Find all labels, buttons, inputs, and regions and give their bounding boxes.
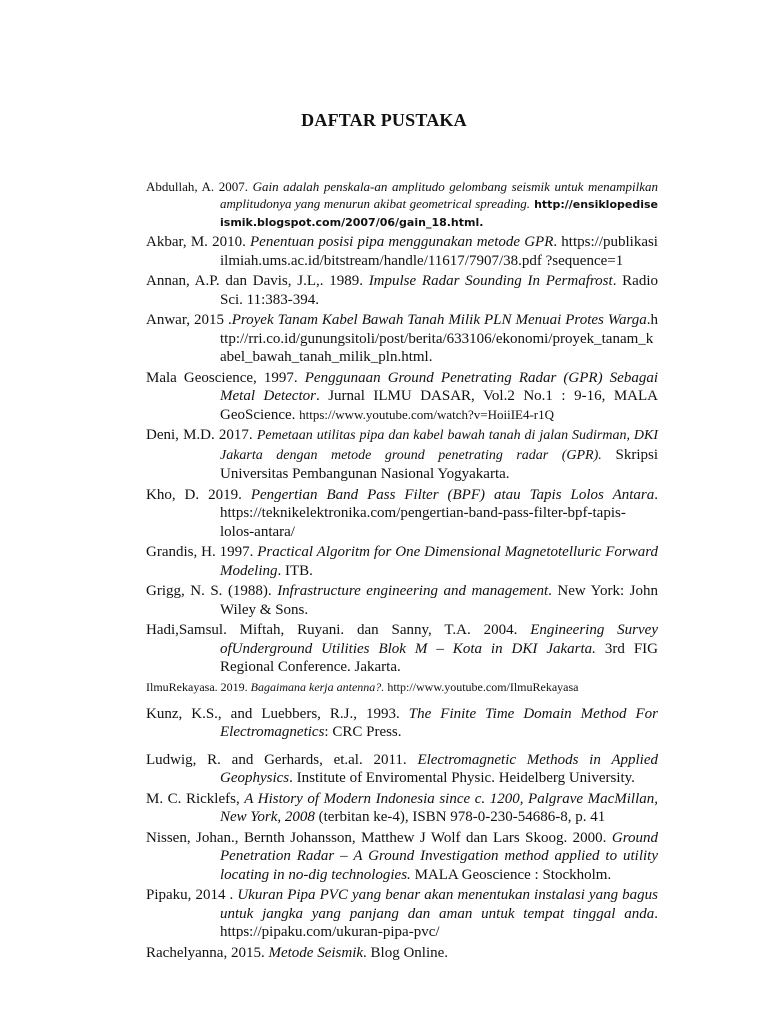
reference-text: Anwar, 2015 . bbox=[146, 312, 232, 328]
reference-text: Grigg, N. S. (1988). bbox=[146, 583, 278, 599]
reference-entry bbox=[146, 886, 658, 942]
reference-text: Ludwig, R. and Gerhards, et.al. 2011. bbox=[146, 751, 418, 768]
reference-entry bbox=[146, 944, 658, 963]
reference-text: (terbitan ke-4), ISBN 978-0-230-54686-8, p. 41 bbox=[314, 809, 606, 825]
reference-text: Grandis, H. 1997. bbox=[146, 544, 258, 560]
reference-text: IlmuRekayasa. 2019. bbox=[146, 679, 251, 694]
reference-entry bbox=[146, 829, 658, 885]
reference-title: Engineering Survey ofUnderground Utilities Blok M – Kota in DKI Jakarta. bbox=[220, 622, 658, 657]
reference-text: MALA Geoscience : Stockholm. bbox=[410, 866, 612, 883]
reference-entry bbox=[146, 311, 658, 367]
reference-url: http://ensiklopediseismik.blogspot.com/2007/06/gain_18.html. bbox=[220, 198, 658, 229]
reference-list bbox=[146, 178, 658, 964]
reference-text: . Institute of Enviromental Physic. Heidelberg University. bbox=[289, 770, 635, 786]
reference-title: Bagaimana kerja antenna?. bbox=[250, 679, 385, 694]
reference-text: http://www.youtube.com/IlmuRekayasa bbox=[384, 679, 579, 694]
reference-entry bbox=[146, 751, 658, 788]
reference-url: https://www.youtube.com/watch?v=HoiiIE4-r1Q bbox=[299, 406, 555, 422]
reference-title: Gain adalah penskala-an amplitudo gelombang seismik untuk menampilkan amplitudonya yang menurun akibat geometrical spreading. bbox=[220, 179, 658, 211]
reference-text: Kho, D. 2019. bbox=[146, 486, 251, 503]
reference-text: 3rd FIG Regional Conference. Jakarta. bbox=[220, 640, 658, 675]
reference-title: Penggunaan Ground Penetrating Radar (GPR) Sebagai Metal Detector bbox=[220, 369, 658, 404]
reference-entry bbox=[146, 790, 658, 827]
reference-entry bbox=[146, 272, 658, 309]
reference-text: . New York: John Wiley & Sons. bbox=[220, 583, 658, 618]
reference-text: Hadi,Samsul. Miftah, Ruyani. dan Sanny, T.A. 2004. bbox=[146, 622, 531, 638]
reference-title: Pengertian Band Pass Filter (BPF) atau Tapis Lolos Antara bbox=[250, 486, 655, 503]
reference-title: Ground Penetration Radar – A Ground Investigation method applied to utility locating in no-dig technologies. bbox=[220, 829, 658, 883]
reference-entry bbox=[146, 679, 658, 696]
reference-entry bbox=[146, 582, 658, 619]
reference-entry bbox=[146, 369, 658, 425]
reference-text: Deni, M.D. 2017. bbox=[146, 427, 257, 443]
reference-text: M. C. Ricklefs, bbox=[146, 790, 245, 807]
reference-text: Kunz, K.S., and Luebbers, R.J., 1993. bbox=[146, 705, 409, 722]
reference-text: . Blog Online. bbox=[363, 944, 449, 961]
reference-url: .http://rri.co.id/gunungsitoli/post/berita/633106/ekonomi/proyek_tanam_kabel_bawah_tanah_milik_pln.html. bbox=[220, 312, 659, 365]
reference-text: Akbar, M. 2010. bbox=[146, 234, 251, 250]
reference-title: The Finite Time Domain Method For Electromagnetics bbox=[220, 705, 658, 740]
reference-entry bbox=[146, 621, 658, 677]
reference-title: Practical Algoritm for One Dimensional Magnetotelluric Forward Modeling bbox=[220, 544, 659, 579]
page-title: DAFTAR PUSTAKA bbox=[301, 110, 467, 130]
reference-title: Penentuan posisi pipa menggunakan metode GPR bbox=[250, 234, 554, 250]
reference-title: Electromagnetic Methods in Applied Geophysics bbox=[220, 751, 658, 786]
reference-title: Metode Seismik bbox=[268, 944, 364, 961]
reference-text: . https://pipaku.com/ukuran-pipa-pvc/ bbox=[220, 905, 658, 940]
reference-text: . ITB. bbox=[277, 562, 313, 579]
reference-text: Rachelyanna, 2015. bbox=[146, 944, 269, 961]
reference-entry bbox=[146, 426, 658, 484]
reference-entry bbox=[146, 178, 658, 231]
reference-text: Mala Geoscience, 1997. bbox=[146, 369, 305, 386]
reference-entry bbox=[146, 705, 658, 742]
reference-text: . Jurnal ILMU DASAR, Vol.2 No.1 : 9-16, MALA GeoScience. bbox=[220, 388, 658, 423]
reference-text: . Radio Sci. 11:383-394. bbox=[220, 273, 658, 308]
reference-text: Nissen, Johan., Bernth Johansson, Matthew J Wolf dan Lars Skoog. 2000. bbox=[146, 829, 612, 846]
reference-text: Abdullah, A. 2007. bbox=[146, 179, 253, 194]
reference-title: Ukuran Pipa PVC yang benar akan menentukan instalasi yang bagus untuk jangka yang panjang dan aman untuk tempat tinggal anda bbox=[220, 887, 658, 922]
reference-text: Skripsi Universitas Pembangunan Nasional Yogyakarta. bbox=[220, 446, 658, 482]
reference-text: Annan, A.P. dan Davis, J.L,. 1989. bbox=[146, 273, 369, 289]
reference-title: A History of Modern Indonesia since c. 1200, Palgrave MacMillan, New York, 2008 bbox=[220, 790, 658, 825]
reference-entry bbox=[146, 543, 658, 580]
reference-text: . https://teknikelektronika.com/pengertian-band-pass-filter-bpf-tapis-lolos-antara/ bbox=[220, 486, 658, 540]
reference-entry bbox=[146, 486, 658, 542]
reference-title: Impulse Radar Sounding In Permafrost bbox=[368, 273, 613, 289]
reference-text: Pipaku, 2014 . bbox=[146, 887, 238, 903]
reference-url: . https://publikasiilmiah.ums.ac.id/bitstream/handle/11617/7907/38.pdf ?sequence=1 bbox=[220, 234, 658, 269]
reference-title: Pemetaan utilitas pipa dan kabel bawah tanah di jalan Sudirman, DKI Jakarta dengan metode ground penetrating radar (GPR). bbox=[220, 428, 659, 463]
reference-text: : CRC Press. bbox=[324, 724, 402, 740]
reference-title: Proyek Tanam Kabel Bawah Tanah Milik PLN Menuai Protes Warga bbox=[231, 312, 647, 328]
reference-title: Infrastructure engineering and management bbox=[277, 583, 549, 599]
reference-entry bbox=[146, 233, 658, 270]
